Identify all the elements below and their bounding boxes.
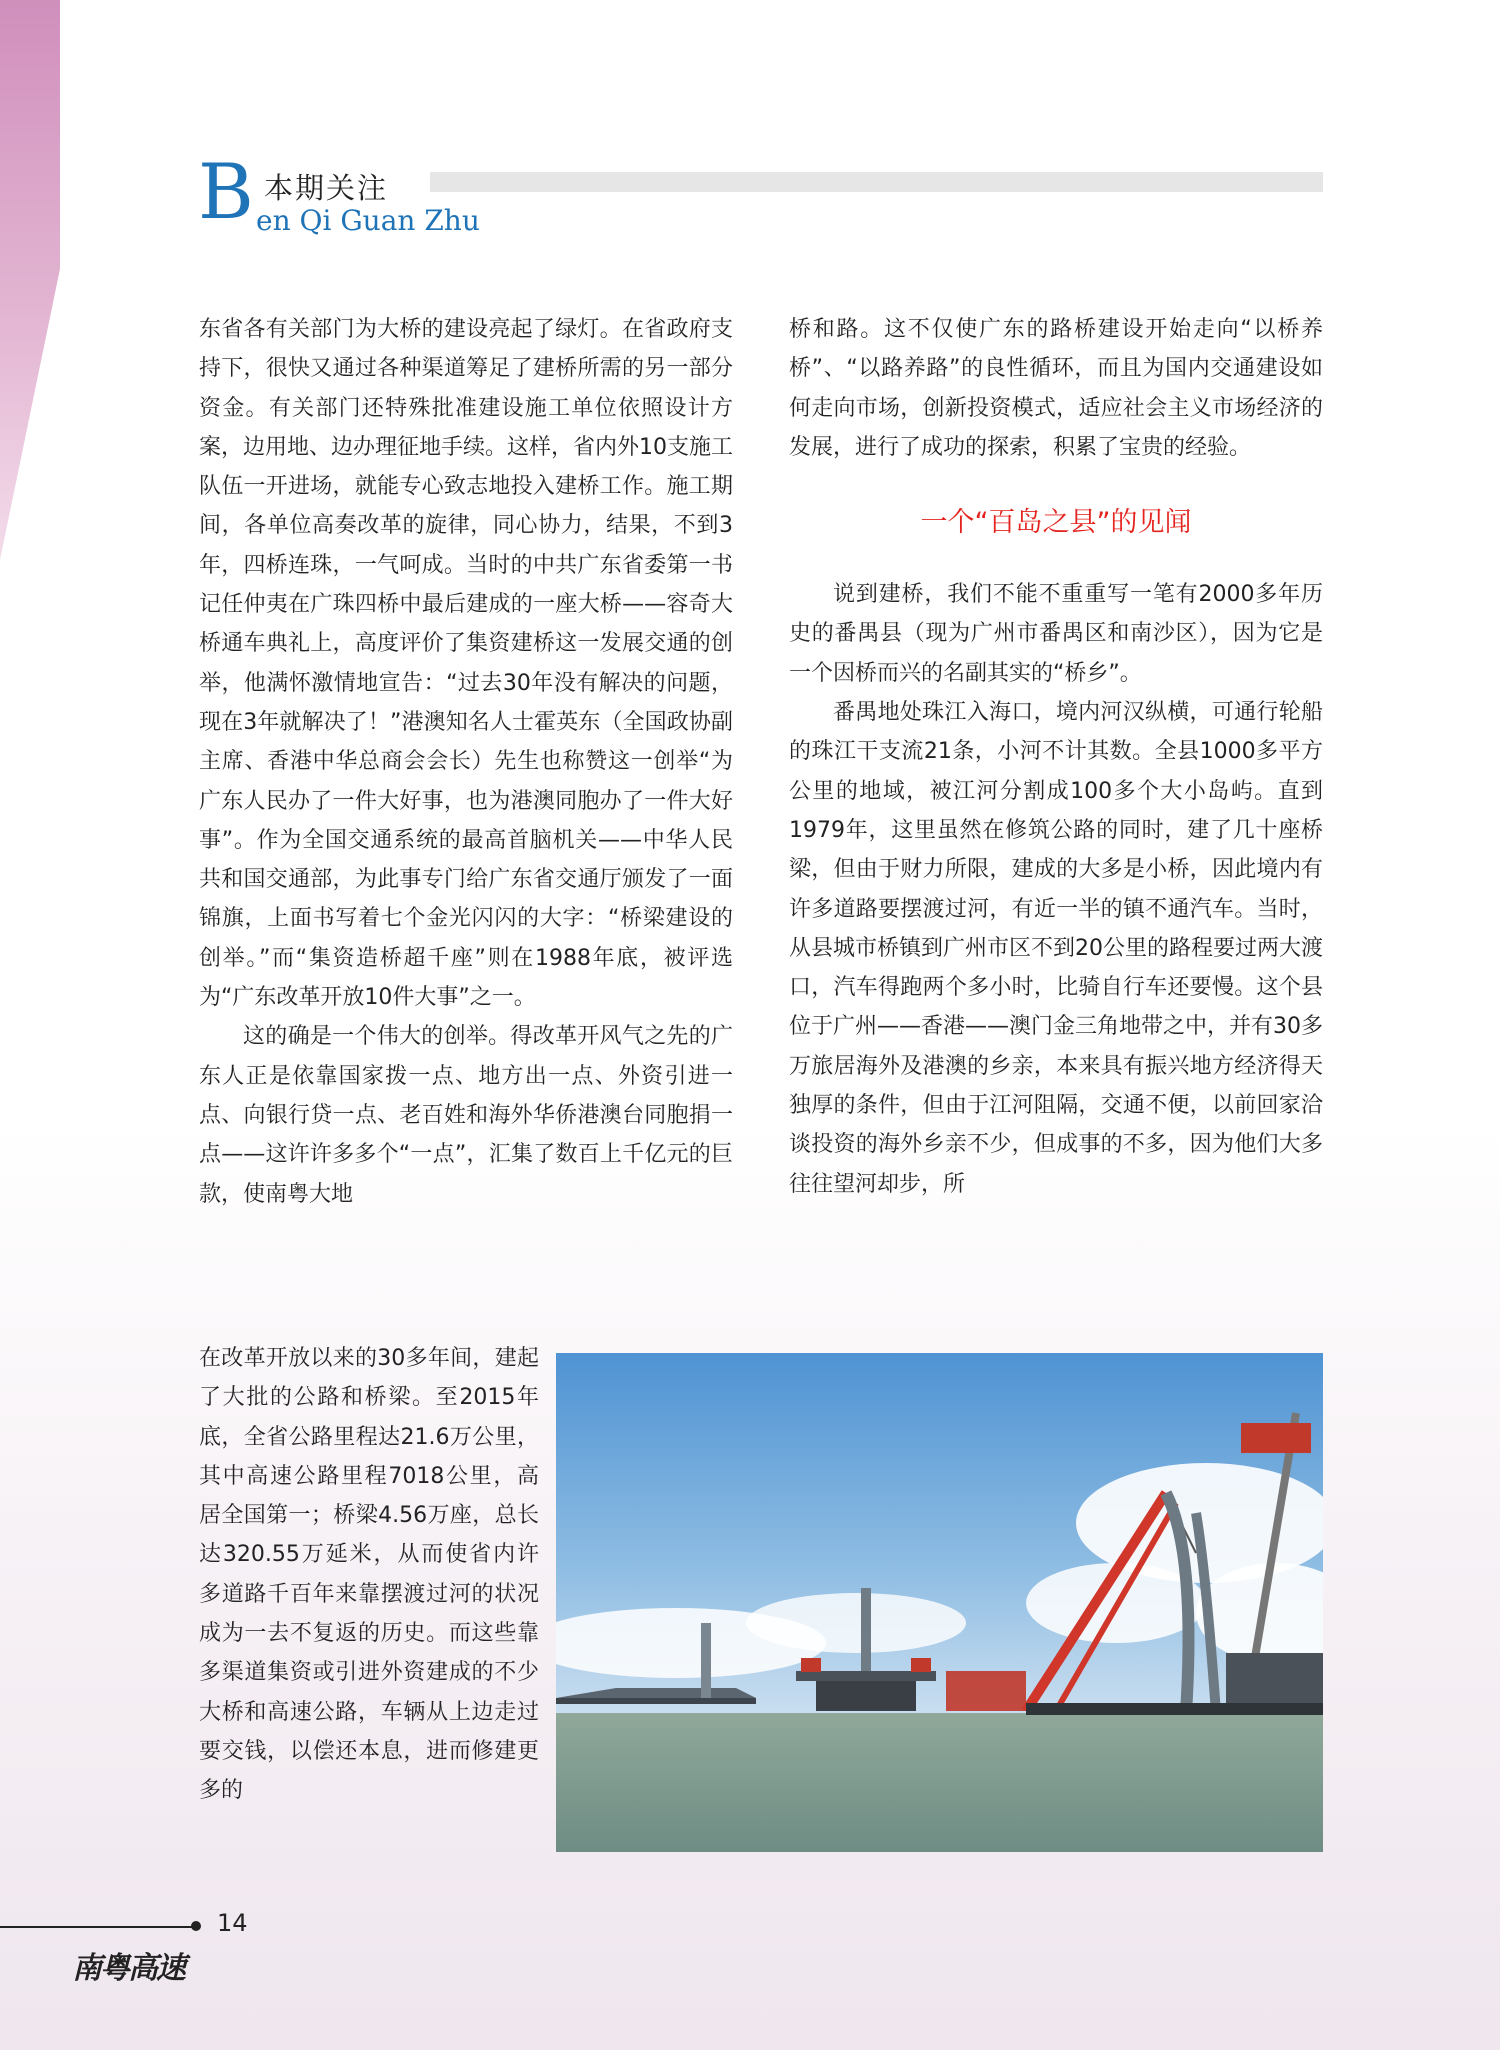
section-title: 一个“百岛之县”的见闻 xyxy=(920,507,1192,539)
article-paragraph: 这的确是一个伟大的创举。得改革开风气之先的广东人正是依靠国家拨一点、地方出一点、外资引进一点、向银行贷一点、老百姓和海外华侨港澳台同胞捐一点——这许许多多个“一点”，汇集了数百上千亿元的巨款，使南粤大地 xyxy=(199,1024,733,1207)
footer-dot xyxy=(191,1921,201,1931)
magazine-logo: 南粤高速 xyxy=(72,1951,184,1986)
page-number: 14 xyxy=(217,1909,248,1937)
header-title-en: en Qi Guan Zhu xyxy=(256,204,480,237)
article-paragraph: 在改革开放以来的30多年间，建起了大批的公路和桥梁。至2015年底，全省公路里程达21.6万公里，其中高速公路里程7018公里，高居全国第一；桥梁4.56万座，总长达320.55万延米，从而使省内许多道路千百年来靠摆渡过河的状况成为一去不复返的历史。而这些靠多渠道集资或引进外资建成的不少大桥和高速公路，车辆从上边走过要交钱，以偿还本息，进而修建更多的 xyxy=(199,1346,539,1804)
article-paragraph: 说到建桥，我们不能不重重写一笔有2000多年历史的番禺县（现为广州市番禺区和南沙区），因为它是一个因桥而兴的名副其实的“桥乡”。 xyxy=(789,582,1323,686)
header-bar xyxy=(430,172,1323,192)
article-paragraph: 番禺地处珠江入海口，境内河汉纵横，可通行轮船的珠江干支流21条，小河不计其数。全县1000多平方公里的地域，被江河分割成100多个大小岛屿。直到1979年，这里虽然在修筑公路的同时，建了几十座桥梁，但由于财力所限，建成的大多是小桥，因此境内有许多道路要摆渡过河，有近一半的镇不通汽车。当时，从县城市桥镇到广州市区不到20公里的路程要过两大渡口，汽车得跑两个多小时，比骑自行车还要慢。这个县位于广州——香港——澳门金三角地带之中，并有30多万旅居海外及港澳的乡亲，本来具有振兴地方经济得天独厚的条件，但由于江河阻隔，交通不便，以前回家洽谈投资的海外乡亲不少，但成事的不多，因为他们大多往往望河却步，所 xyxy=(789,700,1323,1197)
article-left-column xyxy=(199,310,733,1214)
article-paragraph: 桥和路。这不仅使广东的路桥建设开始走向“以桥养桥”、“以路养路”的良性循环，而且为国内交通建设如何走向市场，创新投资模式，适应社会主义市场经济的发展，进行了成功的探索，积累了宝贵的经验。 xyxy=(789,317,1323,460)
header-initial: B xyxy=(198,147,254,236)
article-right-column xyxy=(789,310,1323,1204)
section-header xyxy=(198,147,1323,240)
bridge-construction-photo xyxy=(556,1353,1323,1852)
article-left-column-bottom xyxy=(199,1339,539,1811)
article-paragraph: 东省各有关部门为大桥的建设亮起了绿灯。在省政府支持下，很快又通过各种渠道筹足了建桥所需的另一部分资金。有关部门还特殊批准建设施工单位依照设计方案，边用地、边办理征地手续。这样，省内外10支施工队伍一开进场，就能专心致志地投入建桥工作。施工期间，各单位高奏改革的旋律，同心协力，结果，不到3年，四桥连珠，一气呵成。当时的中共广东省委第一书记任仲夷在广珠四桥中最后建成的一座大桥——容奇大桥通车典礼上，高度评价了集资建桥这一发展交通的创举，他满怀激情地宣告：“过去30年没有解决的问题，现在3年就解决了！”港澳知名人士霍英东（全国政协副主席、香港中华总商会会长）先生也称赞这一创举“为广东人民办了一件大好事，也为港澳同胞办了一件大好事”。作为全国交通系统的最高首脑机关——中华人民共和国交通部，为此事专门给广东省交通厅颁发了一面锦旗，上面书写着七个金光闪闪的大字：“桥梁建设的创举。”而“集资造桥超千座”则在1988年底，被评选为“广东改革开放10件大事”之一。 xyxy=(199,317,733,1011)
header-title-cn: 本期关注 xyxy=(264,171,389,205)
photo-illustration xyxy=(556,1353,1323,1852)
footer-rule xyxy=(0,1926,195,1928)
corner-decoration xyxy=(0,0,60,560)
